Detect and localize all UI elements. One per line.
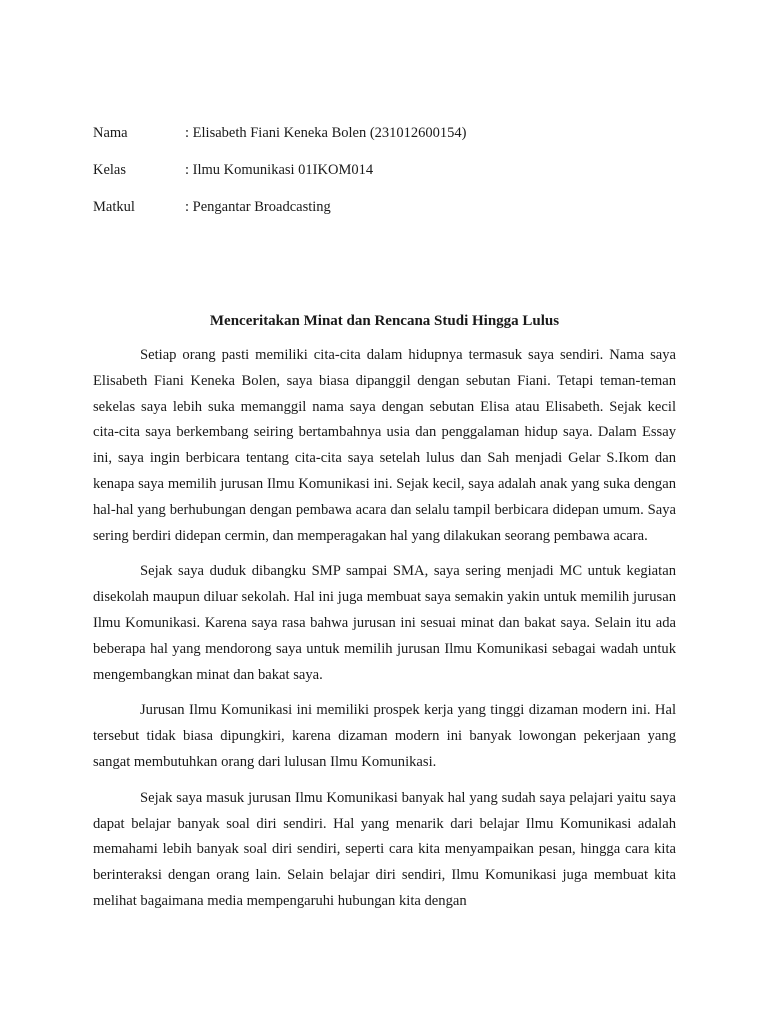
course-label: Matkul: [93, 199, 135, 215]
class-row: [93, 161, 683, 179]
name-label: Nama: [93, 125, 128, 141]
course-row: [93, 198, 683, 216]
essay-body: [93, 343, 676, 925]
paragraph-2: Sejak saya duduk dibangku SMP sampai SMA, saya sering menjadi MC untuk kegiatan disekolah maupun diluar sekolah. Hal ini juga membuat saya semakin yakin untuk memilih jurusan Ilmu Komunikasi. Karena saya rasa bahwa jurusan ini sesuai minat dan bakat saya. Selain itu ada beberapa hal yang mendorong saya untuk memilih jurusan Ilmu Komunikasi sebagai wadah untuk mengembangkan minat dan bakat saya.: [93, 563, 676, 683]
name-value: : Elisabeth Fiani Keneka Bolen (231012600154): [185, 125, 467, 141]
essay-title: Menceritakan Minat dan Rencana Studi Hingga Lulus: [209, 313, 560, 329]
paragraph-4: Sejak saya masuk jurusan Ilmu Komunikasi banyak hal yang sudah saya pelajari yaitu saya dapat belajar banyak soal diri sendiri. Hal yang menarik dari belajar Ilmu Komunikasi adalah memahami lebih banyak soal diri sendiri, seperti cara kita menyampaikan pesan, hingga cara kita berinteraksi dengan orang lain. Selain belajar diri sendiri, Ilmu Komunikasi juga membuat kita melihat bagaimana media mempengaruhi hubungan kita dengan: [93, 789, 676, 909]
name-row: [93, 124, 683, 142]
class-label: Kelas: [93, 162, 127, 178]
course-value: : Pengantar Broadcasting: [185, 199, 331, 215]
student-info-header: [93, 124, 683, 235]
paragraph-1: Setiap orang pasti memiliki cita-cita dalam hidupnya termasuk saya sendiri. Nama saya Elisabeth Fiani Keneka Bolen, saya biasa dipanggil dengan sebutan Fiani. Tetapi teman-teman sekelas saya lebih suka memanggil nama saya dengan sebutan Elisa atau Elisabeth. Sejak kecil cita-cita saya berkembang seiring bertambahnya usia dan penggalaman hidup saya. Dalam Essay ini, saya ingin berbicara tentang cita-cita saya setelah lulus dan Sah menjadi Gelar S.Ikom dan kenapa saya memilih jurusan Ilmu Komunikasi ini. Sejak kecil, saya adalah anak yang suka dengan hal-hal yang berhubungan dengan pembawa acara dan selalu tampil berbicara didepan umum. Saya sering berdiri didepan cermin, dan memperagakan hal yang dilakukan seorang pembawa acara.: [93, 347, 676, 544]
paragraph-3: Jurusan Ilmu Komunikasi ini memiliki prospek kerja yang tinggi dizaman modern ini. Hal tersebut tidak biasa dipungkiri, karena dizaman modern ini banyak lowongan pekerjaan yang sangat membutuhkan orang dari lulusan Ilmu Komunikasi.: [93, 702, 676, 770]
class-value: : Ilmu Komunikasi 01IKOM014: [185, 162, 374, 178]
